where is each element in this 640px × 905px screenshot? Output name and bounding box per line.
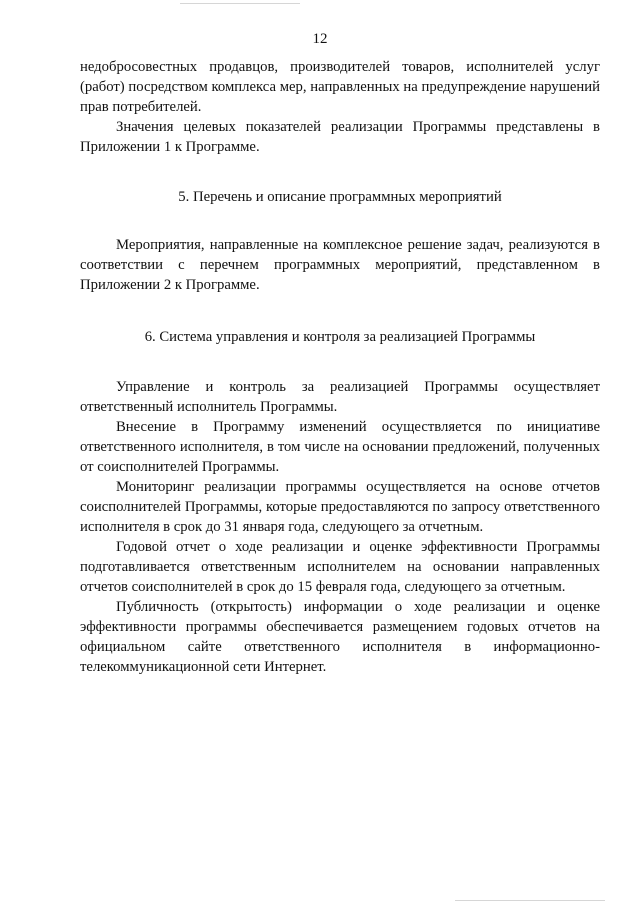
scan-artifact-top	[180, 3, 300, 4]
section-6-paragraph-changes: Внесение в Программу изменений осуществляется по инициативе ответственного исполнителя, в том числе на основании предложений, полученных от соисполнителей Программы.	[80, 419, 600, 475]
section-6-paragraph-monitoring: Мониторинг реализации программы осуществляется на основе отчетов соисполнителей Программы, которые предоставляются по запросу ответственного исполнителя в срок до 31 января года, следующего за отчетным.	[80, 479, 600, 535]
continuation-paragraph: недобросовестных продавцов, производителей товаров, исполнителей услуг (работ) посредством комплекса мер, направленных на предупреждение нарушений прав потребителей.	[80, 59, 600, 115]
page-number: 12	[312, 31, 328, 47]
document-body	[80, 57, 600, 677]
section-6-paragraph-annual-report: Годовой отчет о ходе реализации и оценке эффективности Программы подготавливается ответственным исполнителем на основании направленных отчетов соисполнителей в срок до 15 февраля года, следующего за отчетным.	[80, 539, 600, 595]
section-5-paragraph: Мероприятия, направленные на комплексное решение задач, реализуются в соответствии с перечнем программных мероприятий, представленном в Приложении 2 к Программе.	[80, 237, 600, 293]
scan-artifact-bottom	[455, 900, 605, 901]
section-6-paragraph-publicity: Публичность (открытость) информации о ходе реализации и оценке эффективности программы обеспечивается размещением годовых отчетов на официальном сайте ответственного исполнителя в информационно-телекоммуникационной сети Интернет.	[80, 599, 600, 675]
section-6-paragraph-management: Управление и контроль за реализацией Программы осуществляет ответственный исполнитель Программы.	[80, 379, 600, 415]
targets-paragraph: Значения целевых показателей реализации Программы представлены в Приложении 1 к Программе.	[80, 119, 600, 155]
section-6-heading: 6. Система управления и контроля за реализацией Программы	[144, 329, 536, 345]
section-5-heading: 5. Перечень и описание программных мероприятий	[178, 189, 502, 205]
